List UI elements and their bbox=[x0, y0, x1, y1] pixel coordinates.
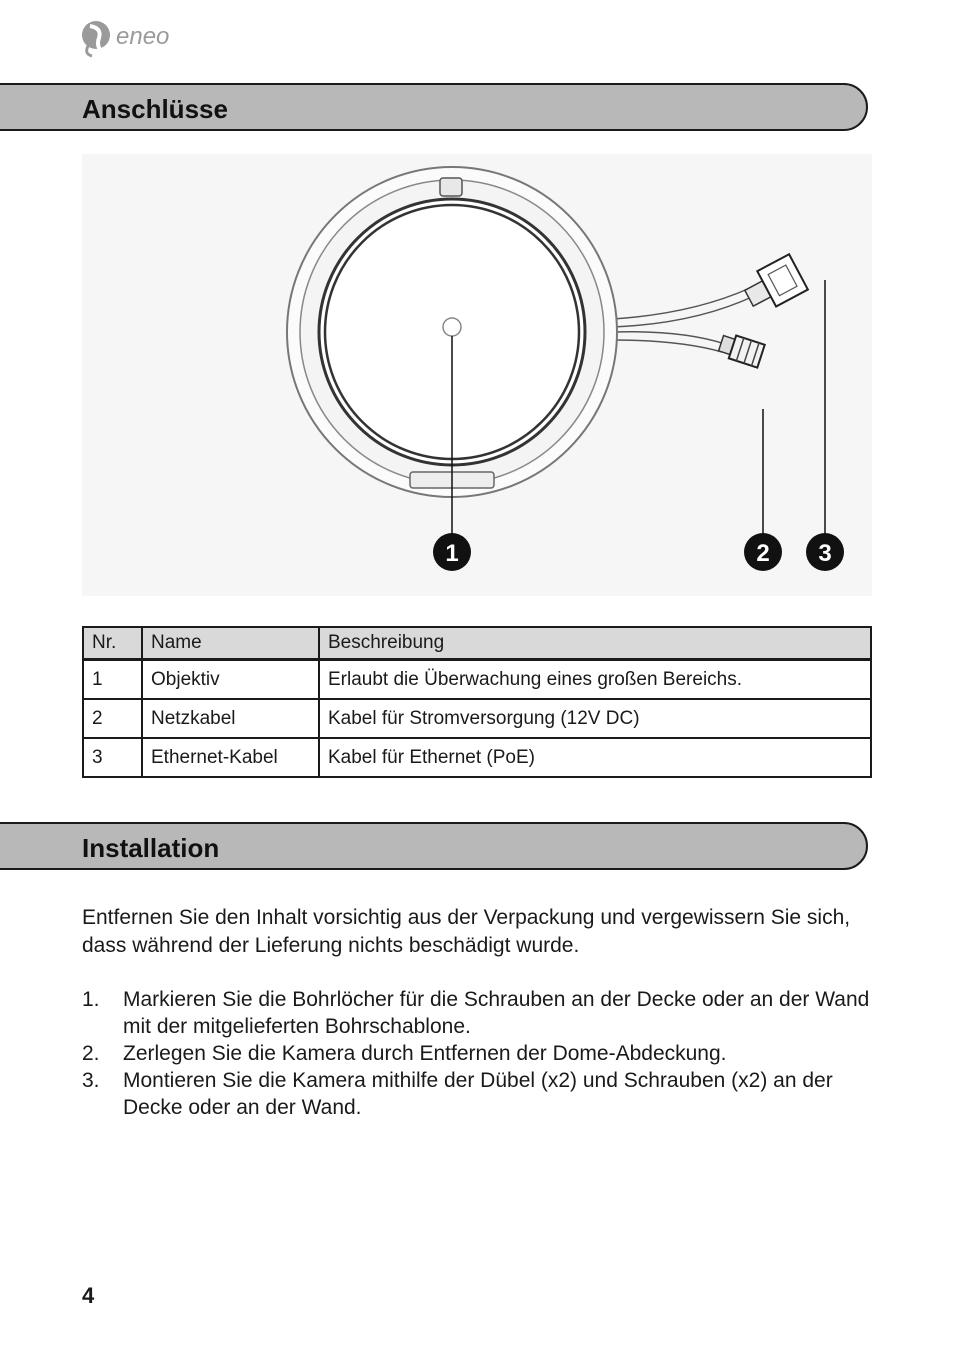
cell-nr: 2 bbox=[83, 699, 142, 738]
step-number: 1. bbox=[82, 988, 100, 1011]
svg-text:1: 1 bbox=[445, 540, 459, 567]
cell-name: Ethernet-Kabel bbox=[142, 738, 319, 777]
column-header-nr: Nr. bbox=[83, 627, 142, 660]
cell-description: Erlaubt die Überwachung eines großen Bereichs. bbox=[319, 660, 871, 700]
list-item bbox=[82, 1040, 872, 1067]
table-row bbox=[83, 660, 871, 700]
installation-intro: Entfernen Sie den Inhalt vorsichtig aus der Verpackung und vergewissern Sie sich, dass während der Lieferung nichts beschädigt wurde. bbox=[82, 906, 851, 957]
page-number: 4 bbox=[82, 1283, 95, 1308]
svg-text:3: 3 bbox=[818, 540, 832, 567]
network-connector bbox=[740, 254, 808, 316]
cell-description: Kabel für Stromversorgung (12V DC) bbox=[319, 699, 871, 738]
section-bar-installation bbox=[0, 822, 868, 870]
step-number: 3. bbox=[82, 1069, 100, 1092]
power-connector bbox=[717, 332, 764, 368]
cell-description: Kabel für Ethernet (PoE) bbox=[319, 738, 871, 777]
table-row bbox=[83, 738, 871, 777]
brand-name: eneo bbox=[116, 23, 170, 50]
column-header-name: Name bbox=[142, 627, 319, 660]
step-text: Markieren Sie die Bohrlöcher für die Schrauben an der Decke oder an der Wand mit der mitgelieferten Bohrschablone. bbox=[123, 988, 870, 1038]
table-header-row bbox=[83, 627, 871, 660]
section-heading-anschluesse: Anschlüsse bbox=[82, 94, 228, 124]
camera-diagram bbox=[82, 154, 872, 596]
callout-3 bbox=[806, 533, 844, 571]
step-text: Montieren Sie die Kamera mithilfe der Dübel (x2) und Schrauben (x2) an der Decke oder an der Wand. bbox=[123, 1069, 833, 1119]
eneo-logo bbox=[80, 16, 190, 60]
table-row bbox=[83, 699, 871, 738]
installation-steps bbox=[82, 986, 872, 1121]
column-header-description: Beschreibung bbox=[319, 627, 871, 660]
section-bar-anschluesse bbox=[0, 83, 868, 131]
section-heading-installation: Installation bbox=[82, 833, 220, 863]
svg-text:2: 2 bbox=[756, 540, 770, 567]
connections-table bbox=[82, 626, 872, 778]
lens-marker bbox=[443, 318, 461, 336]
callout-2 bbox=[744, 533, 782, 571]
cell-name: Netzkabel bbox=[142, 699, 319, 738]
list-item bbox=[82, 1067, 872, 1121]
cell-nr: 1 bbox=[83, 660, 142, 700]
list-item bbox=[82, 986, 872, 1040]
cell-nr: 3 bbox=[83, 738, 142, 777]
callout-1 bbox=[433, 533, 471, 571]
camera-connections-figure bbox=[82, 154, 872, 596]
step-text: Zerlegen Sie die Kamera durch Entfernen der Dome-Abdeckung. bbox=[123, 1042, 727, 1065]
step-number: 2. bbox=[82, 1042, 100, 1065]
cell-name: Objektiv bbox=[142, 660, 319, 700]
